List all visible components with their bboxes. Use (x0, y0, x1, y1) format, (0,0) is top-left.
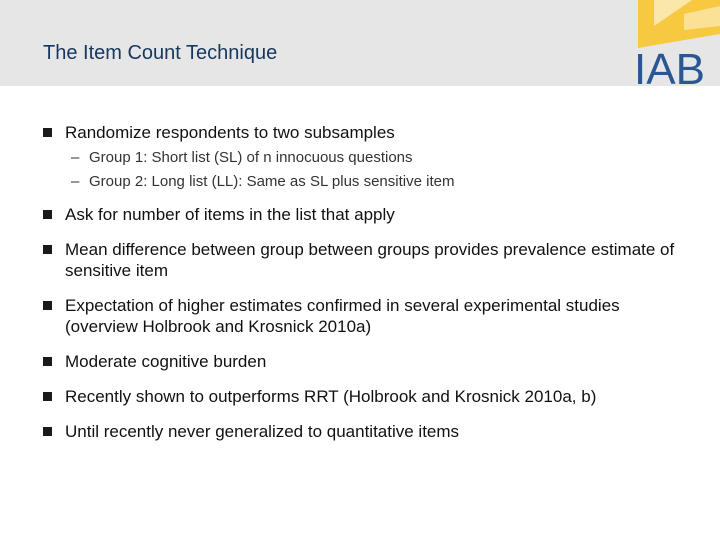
dash-icon: – (71, 173, 80, 190)
square-bullet-icon (43, 392, 52, 401)
bullet-item (43, 421, 683, 442)
square-bullet-icon (43, 210, 52, 219)
bullet-text: Mean difference between group between groups provides prevalence estimate of sensitive item (65, 240, 675, 280)
dash-icon: – (71, 149, 80, 166)
bullet-list (43, 122, 683, 456)
square-bullet-icon (43, 427, 52, 436)
bullet-item (43, 239, 683, 281)
sub-bullet-list (65, 146, 683, 194)
bullet-item (43, 351, 683, 372)
bullet-text: Ask for number of items in the list that apply (65, 205, 395, 224)
bullet-item (43, 204, 683, 225)
square-bullet-icon (43, 357, 52, 366)
bullet-text: Expectation of higher estimates confirmed in several experimental studies (overview Holbrook and Krosnick 2010a) (65, 296, 620, 336)
logo-text: IAB (634, 45, 705, 90)
bullet-text: Until recently never generalized to quantitative items (65, 422, 460, 441)
bullet-item (43, 122, 683, 194)
bullet-item (43, 386, 683, 407)
bullet-text: Recently shown to outperforms RRT (Holbrook and Krosnick 2010a, b) (65, 387, 597, 406)
bullet-text: Moderate cognitive burden (65, 352, 267, 371)
square-bullet-icon (43, 301, 52, 310)
sub-bullet-text: Group 2: Long list (LL): Same as SL plus sensitive item (89, 173, 455, 190)
sub-bullet-item (65, 146, 683, 170)
sub-bullet-text: Group 1: Short list (SL) of n innocuous questions (89, 149, 413, 166)
sub-bullet-item (65, 170, 683, 194)
bullet-item (43, 295, 683, 337)
iab-logo (630, 0, 720, 90)
square-bullet-icon (43, 128, 52, 137)
slide-title: The Item Count Technique (43, 42, 278, 64)
square-bullet-icon (43, 245, 52, 254)
bullet-text: Randomize respondents to two subsamples (65, 123, 395, 142)
